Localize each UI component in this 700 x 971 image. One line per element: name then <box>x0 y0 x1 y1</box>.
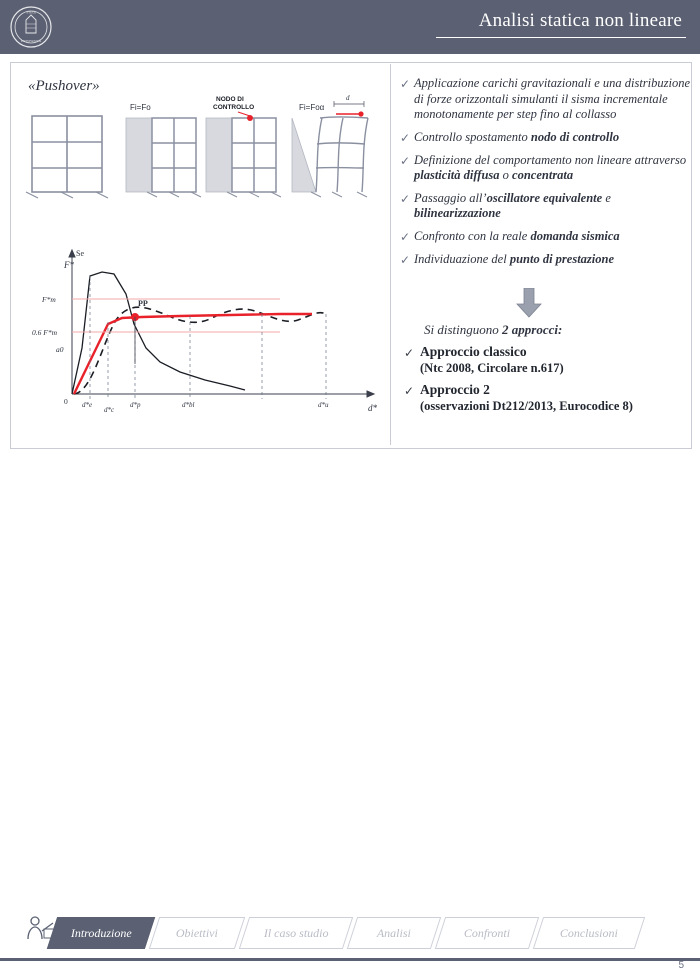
bullet-text-3: Passaggio all’oscillatore equivalente e bilinearizzazione <box>414 190 611 220</box>
approccio-0 <box>420 344 564 376</box>
university-seal-icon <box>8 4 54 50</box>
svg-text:UNIVERSITÀ: UNIVERSITÀ <box>20 39 42 43</box>
svg-text:NODO DI: NODO DI <box>216 96 244 103</box>
svg-text:CONTROLLO: CONTROLLO <box>213 104 255 111</box>
approccio-1 <box>420 382 633 414</box>
list-item <box>400 191 692 222</box>
check-icon: ✓ <box>404 346 415 360</box>
arrow-down-icon <box>516 288 542 318</box>
title-underline <box>436 37 686 38</box>
svg-text:F*m: F*m <box>42 295 56 304</box>
svg-text:d*: d* <box>368 403 377 413</box>
svg-text:0.6 F*m: 0.6 F*m <box>32 328 57 337</box>
list-item <box>404 344 694 376</box>
bullet-text-0: Applicazione carichi gravitazionali e una distribuzione di forze orizzontali simulanti il sisma incrementale monotonamente per step fino al collasso <box>414 76 691 121</box>
tab-obiettivi[interactable]: Obiettivi <box>149 917 245 949</box>
bullet-text-1: Controllo spostamento nodo di controllo <box>414 129 620 144</box>
check-icon: ✓ <box>400 130 411 145</box>
svg-text:d*u: d*u <box>318 401 329 409</box>
page-title: Analisi statica non lineare <box>478 10 682 31</box>
capacity-curve-chart <box>30 244 385 434</box>
svg-text:d: d <box>346 94 350 102</box>
bullet-text-4: Confronto con la reale domanda sismica <box>414 228 620 243</box>
svg-text:STUDI: STUDI <box>26 10 36 15</box>
svg-text:PP: PP <box>138 299 148 308</box>
tab-introduzione[interactable]: Introduzione <box>47 917 155 949</box>
pushover-frames-diagram <box>16 92 388 222</box>
check-icon: ✓ <box>400 229 411 244</box>
list-item <box>400 130 692 146</box>
svg-text:d*bl: d*bl <box>182 401 195 409</box>
svg-text:F*: F* <box>64 260 74 270</box>
svg-text:d*p: d*p <box>130 401 141 409</box>
check-icon: ✓ <box>400 252 411 267</box>
list-item <box>400 252 692 268</box>
footer-rule <box>0 958 700 961</box>
approccio-1-title: Approccio 2 <box>420 382 490 397</box>
tab-confronti[interactable]: Confronti <box>435 917 539 949</box>
check-icon: ✓ <box>400 191 411 206</box>
approccio-0-sub: (Ntc 2008, Circolare n.617) <box>420 361 564 375</box>
svg-text:Fi=Foα: Fi=Foα <box>299 103 325 112</box>
bullet-list <box>400 76 692 275</box>
approccio-1-sub: (osservazioni Dt212/2013, Eurocodice 8) <box>420 399 633 413</box>
approcci-heading <box>424 322 562 338</box>
approccio-0-title: Approccio classico <box>420 344 527 359</box>
section-label-pushover: «Pushover» <box>28 78 100 94</box>
approcci-heading-pre: Si distinguono <box>424 322 503 337</box>
tab-conclusioni[interactable]: Conclusioni <box>533 917 645 949</box>
svg-text:d*c: d*c <box>104 406 115 414</box>
slide-footer <box>0 455 700 971</box>
approcci-heading-bold: 2 approcci: <box>502 322 563 337</box>
list-item <box>400 76 692 123</box>
bullet-text-5: Individuazione del punto di prestazione <box>414 251 615 266</box>
check-icon: ✓ <box>404 384 415 398</box>
list-item <box>400 229 692 245</box>
list-item <box>404 382 694 414</box>
svg-text:Se: Se <box>76 249 84 258</box>
panel-divider <box>390 64 391 445</box>
svg-text:0: 0 <box>64 397 68 406</box>
bullet-text-2: Definizione del comportamento non lineare attraverso plasticità diffusa o concentrata <box>414 152 687 182</box>
page-number: 5 <box>678 960 684 971</box>
svg-text:Fi=Fo: Fi=Fo <box>130 103 151 112</box>
tab-analisi[interactable]: Analisi <box>347 917 441 949</box>
check-icon: ✓ <box>400 153 411 168</box>
svg-text:a0: a0 <box>56 345 64 354</box>
check-icon: ✓ <box>400 77 411 91</box>
svg-text:d*e: d*e <box>82 401 93 409</box>
tab-il-caso-studio[interactable]: Il caso studio <box>239 917 353 949</box>
list-item <box>400 153 692 184</box>
nav-tabs[interactable] <box>0 917 700 951</box>
slide-header <box>0 0 700 54</box>
approcci-list <box>404 344 694 420</box>
